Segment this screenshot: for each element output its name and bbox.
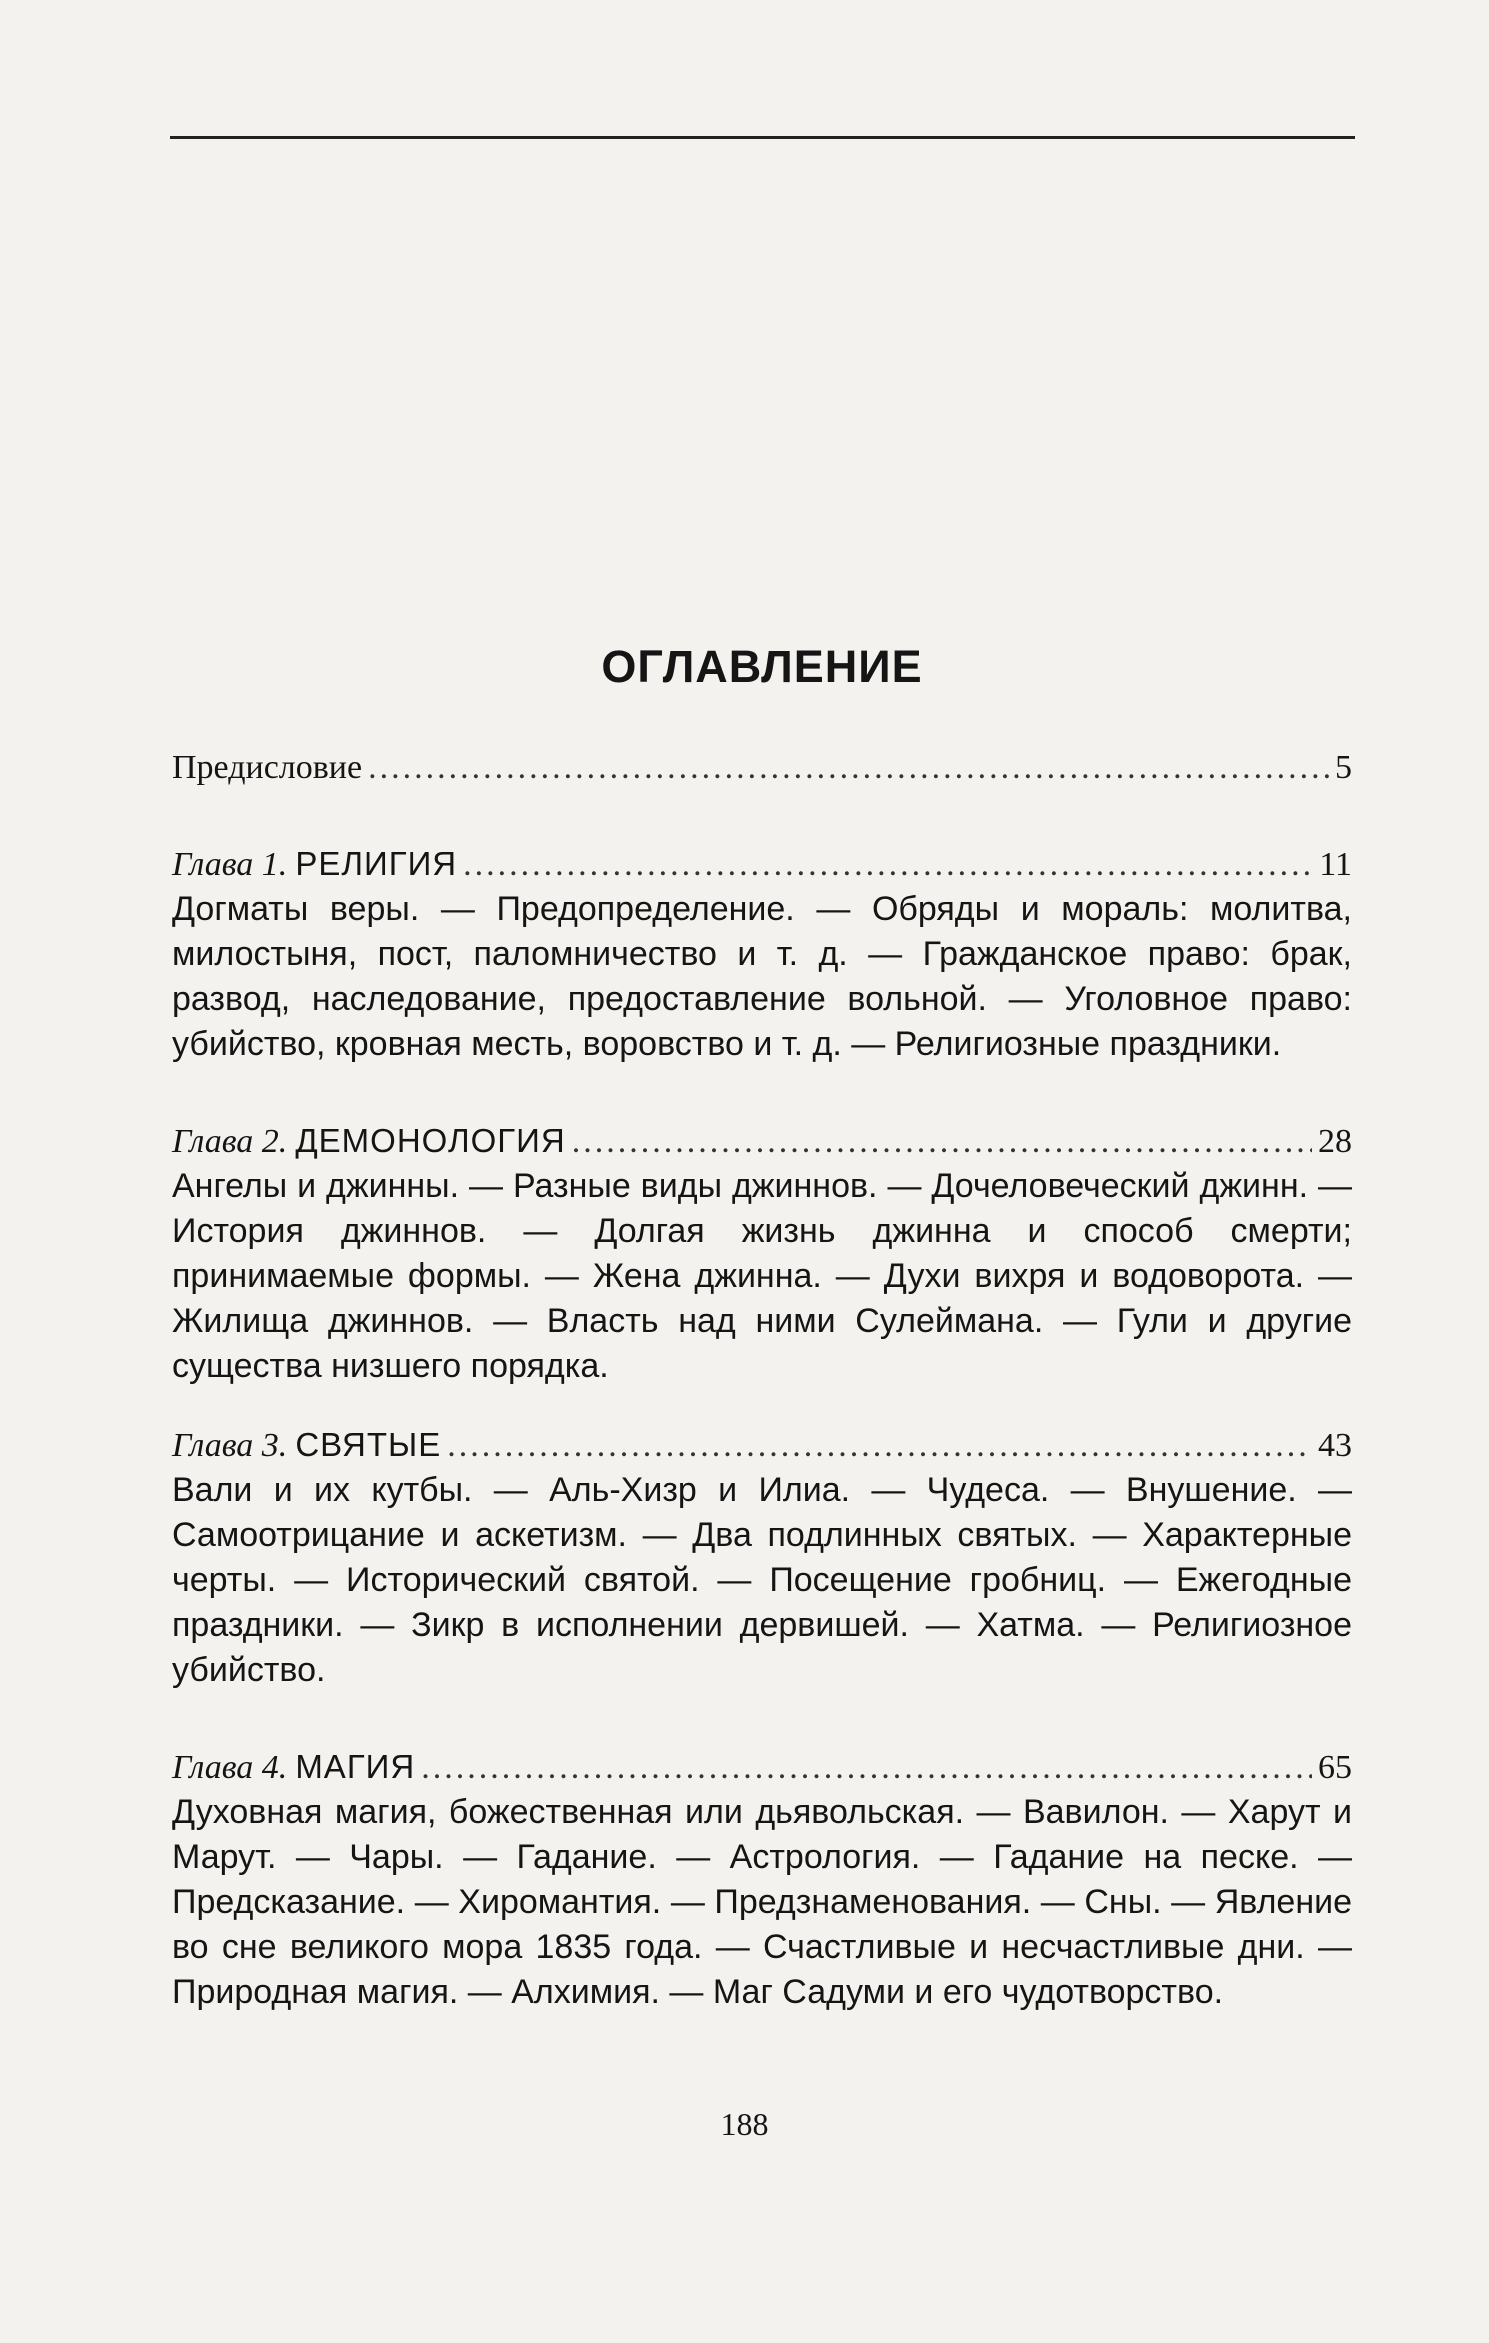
- chapter-page: 43: [1318, 1427, 1352, 1464]
- leader-dots: [463, 843, 1313, 887]
- chapter-title: РЕЛИГИЯ: [295, 845, 458, 882]
- top-rule: [170, 136, 1355, 139]
- chapter-title: ДЕМОНОЛОГИЯ: [295, 1122, 566, 1159]
- leader-dots: [368, 746, 1329, 790]
- toc-entry-chapter-4: [172, 1745, 1352, 2015]
- chapter-title: МАГИЯ: [295, 1748, 416, 1785]
- chapter-description: Ангелы и джинны. — Разные виды джиннов. — Дочеловеческий джинн. — История джиннов. — Долгая жизнь джинна и способ смерти; принимаемые формы. — Жена джинна. — Духи вихря и водоворота. — Жилища джиннов. — Власть над ними Сулеймана. — Гули и другие существа низшего порядка.: [172, 1167, 1352, 1385]
- toc-title: ОГЛАВЛЕНИЕ: [601, 641, 923, 692]
- chapter-label: Глава 3.: [172, 1427, 288, 1464]
- chapter-label: Глава 1.: [172, 846, 288, 883]
- chapter-description: Догматы веры. — Предопределение. — Обряды и мораль: молитва, милостыня, пост, паломничество и т. д. — Гражданское право: брак, развод, наследование, предоставление вольной. — Уголовное право: убийство, кровная месть, воровство и т. д. — Религиозные праздники.: [172, 890, 1352, 1063]
- page-number: 188: [720, 2106, 769, 2142]
- preface-page: 5: [1335, 749, 1352, 786]
- chapter-label: Глава 2.: [172, 1123, 288, 1160]
- chapter-title: СВЯТЫЕ: [295, 1426, 442, 1463]
- chapter-description: Духовная магия, божественная или дьявольская. — Вавилон. — Харут и Марут. — Чары. — Гадание. — Астрология. — Гадание на песке. — Предсказание. — Хиромантия. — Предзнаменования. — Сны. — Явление во сне великого мора 1835 года. — Счастливые и несчастливые дни. — Природная магия. — Алхимия. — Маг Садуми и его чудотворство.: [172, 1793, 1352, 2011]
- leader-dots: [572, 1120, 1312, 1164]
- chapter-page: 65: [1318, 1749, 1352, 1786]
- chapter-page: 28: [1318, 1123, 1352, 1160]
- toc-entry-chapter-1: [172, 842, 1352, 1067]
- preface-label: Предисловие: [172, 749, 363, 786]
- toc-entry-chapter-2: [172, 1119, 1352, 1389]
- chapter-page: 11: [1319, 846, 1352, 883]
- toc-entry-chapter-3: [172, 1423, 1352, 1693]
- leader-dots: [421, 1746, 1312, 1790]
- chapter-description: Вали и их кутбы. — Аль-Хизр и Илиа. — Чудеса. — Внушение. — Самоотрицание и аскетизм. — Два подлинных святых. — Характерные черты. — Исторический святой. — Посещение гробниц. — Ежегодные праздники. — Зикр в исполнении дервишей. — Хатма. — Религиозное убийство.: [172, 1471, 1352, 1689]
- toc-entry-preface: [172, 746, 1352, 790]
- leader-dots: [447, 1424, 1312, 1468]
- toc-content: [172, 640, 1352, 2067]
- chapter-label: Глава 4.: [172, 1749, 288, 1786]
